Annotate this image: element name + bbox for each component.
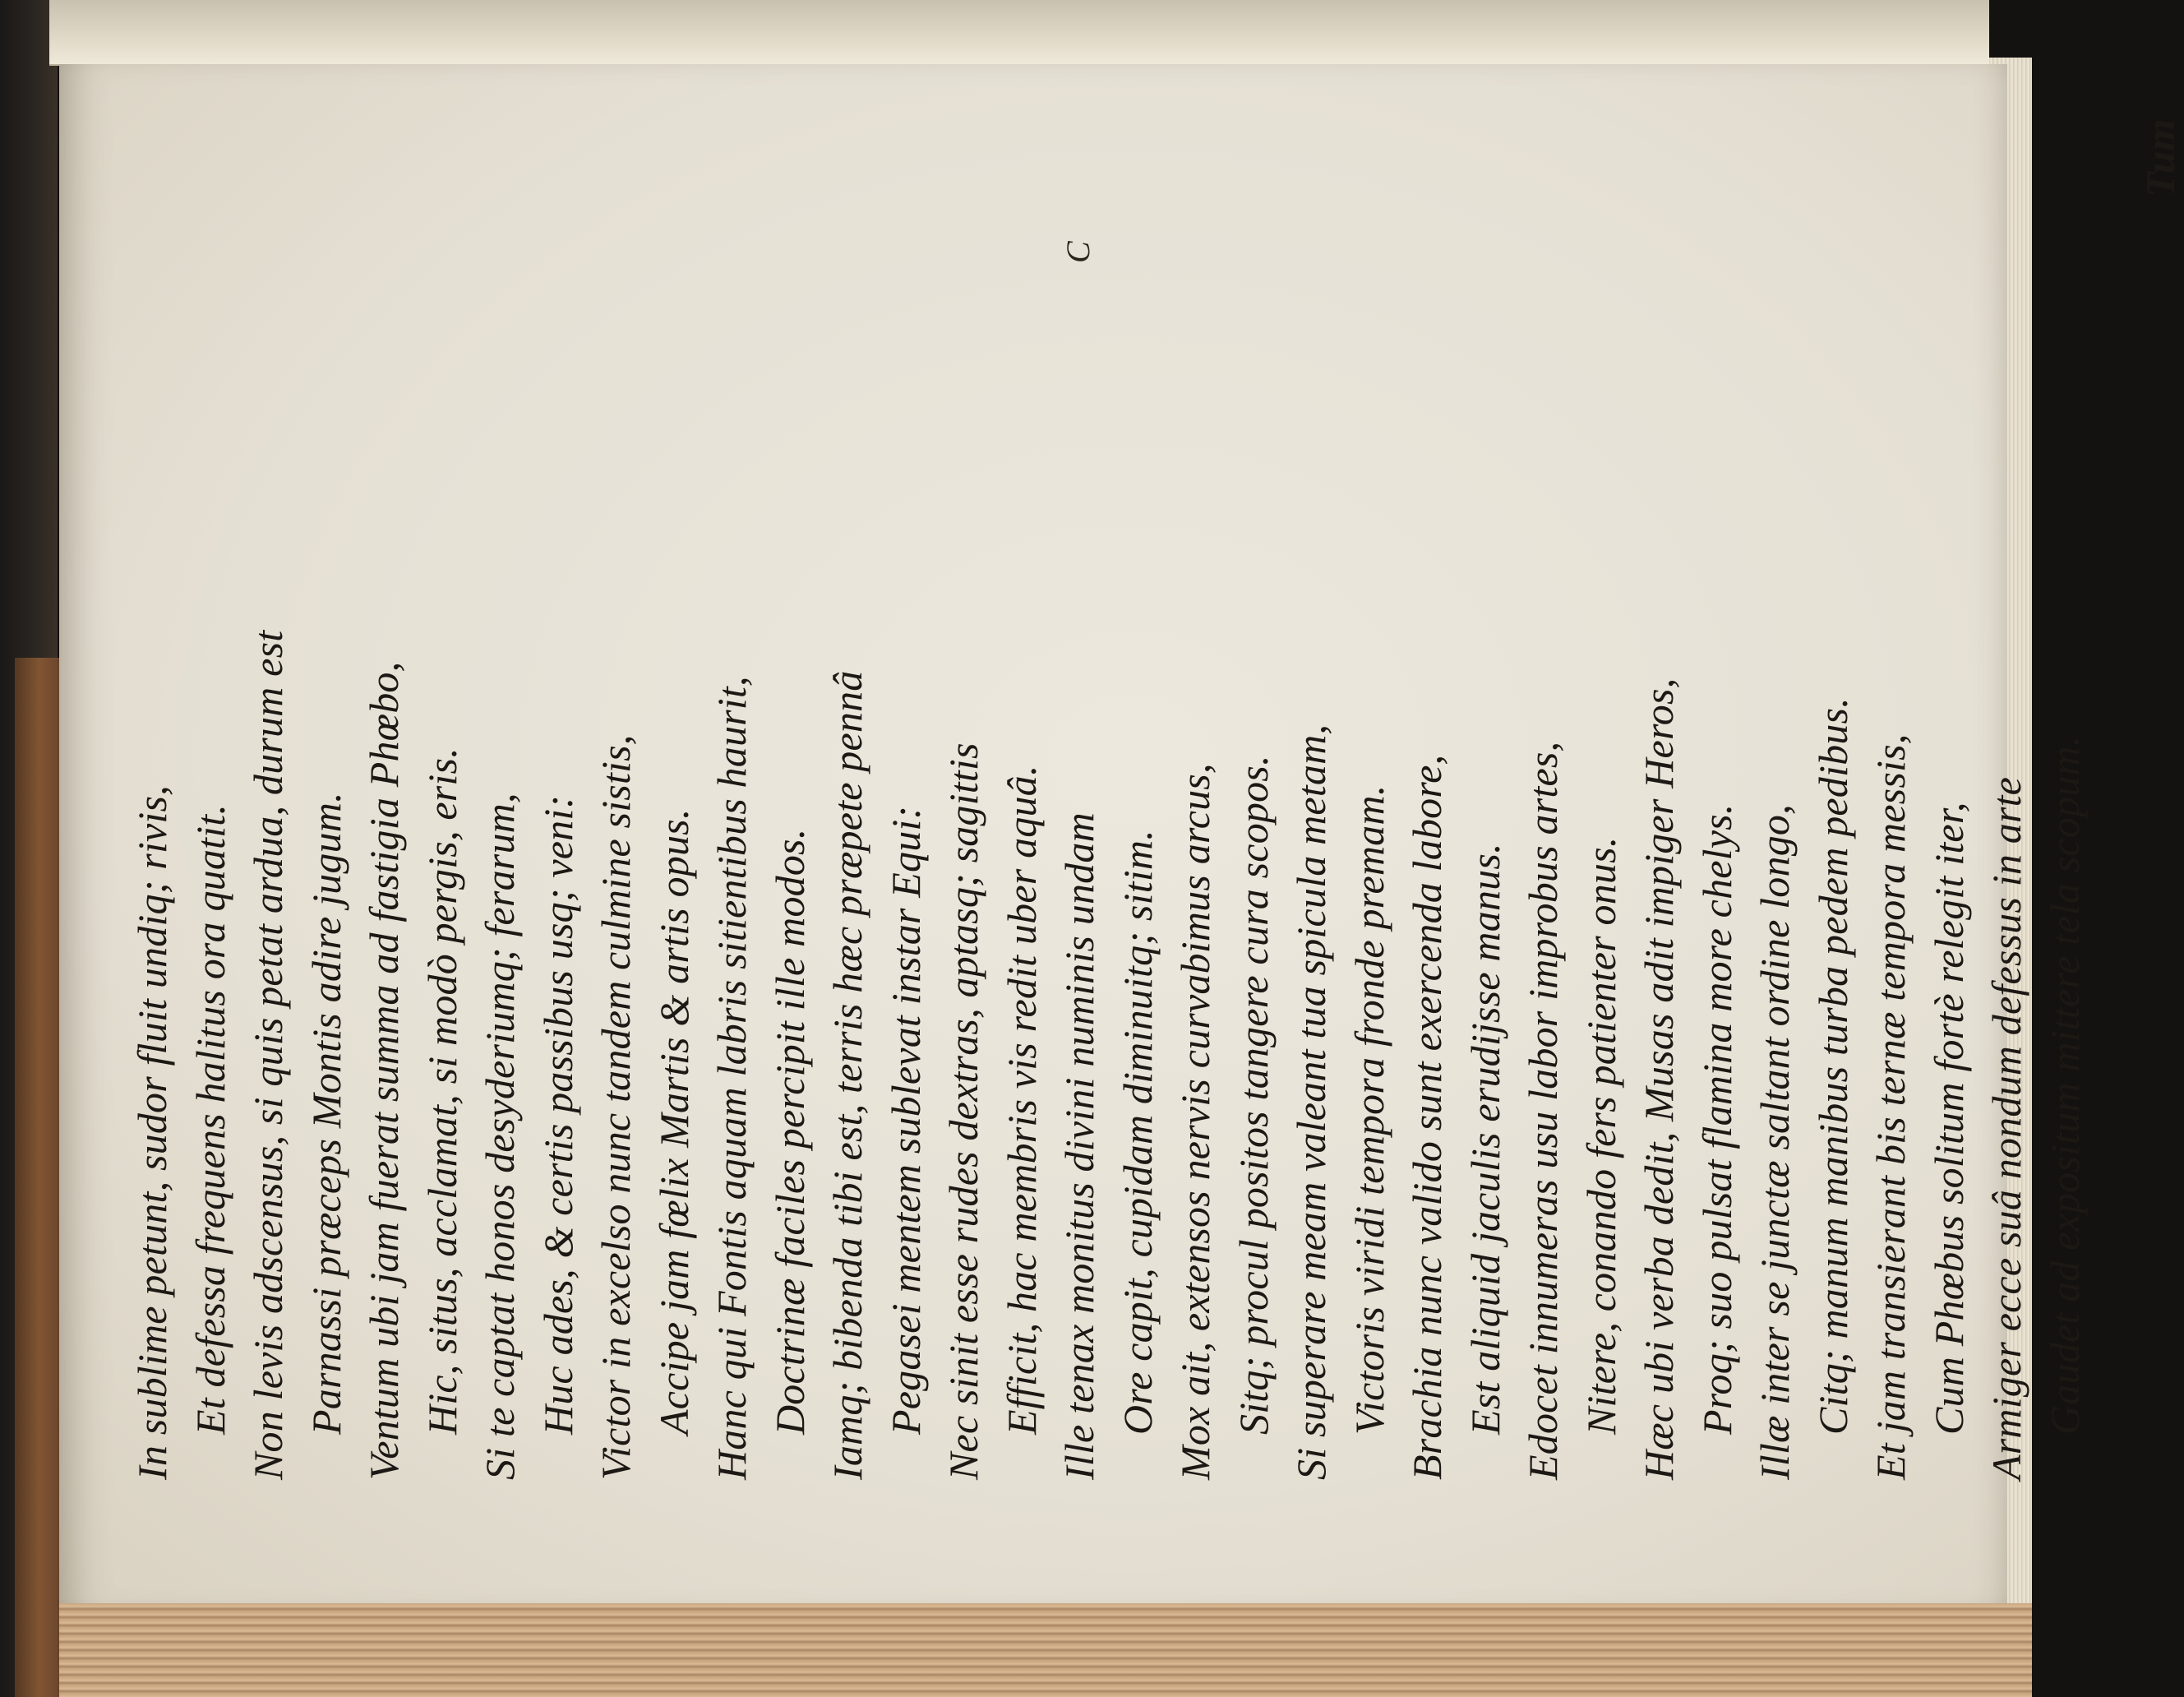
poem-line: Citq; manum manibus turba pedem pedibus.	[1809, 697, 1856, 1435]
poem-line: Gaudet ad expositum mittere tela scopum.	[2041, 735, 2088, 1435]
poem-line: Ore capit, cupidam diminuitq; sitim.	[1114, 830, 1161, 1435]
poem-line: Cum Phœbus solitum fortè relegit iter,	[1925, 802, 1972, 1435]
poem-line: Mox ait, extensos nervis curvabimus arcus,	[1172, 763, 1218, 1480]
poem-line: Parnassi præceps Montis adire jugum.	[302, 792, 349, 1435]
page-stack-bottom	[59, 1603, 2032, 1697]
poem-line: Nec sinit esse rudes dextras, aptasq; sagittis	[940, 742, 986, 1480]
poem-line: Illæ inter se junctæ saltant ordine longo,	[1752, 804, 1798, 1480]
poem-line: Proq; suo pulsat flamina more chelys.	[1693, 803, 1740, 1435]
poem-line: Et jam transierant bis ternæ tempora messis,	[1868, 733, 1914, 1480]
poem-line: Pegasei mentem sublevat instar Equi:	[882, 805, 929, 1435]
poem-line: Ventum ubi jam fuerat summa ad fastigia Phœbo,	[361, 661, 407, 1480]
marginal-mark: C	[1060, 241, 1097, 263]
poem-line: Hæc ubi verba dedit, Musas adit impiger Heros,	[1636, 677, 1682, 1480]
poem-line: Si te captat honos desyderiumq; ferarum,	[477, 793, 523, 1480]
poem-line: Armiger ecce suâ nondum defessus in arte	[1983, 776, 2029, 1480]
poem-line: Et defessa frequens halitus ora quatit.	[187, 803, 233, 1435]
poem-line: Sitq; procul positos tangere cura scopos.	[1230, 755, 1277, 1435]
poem-line: Non levis adscensus, si quis petat ardua, durum est	[245, 630, 291, 1480]
poem-line: Victor in excelso nunc tandem culmine sistis,	[593, 734, 639, 1480]
poem-line: Efficit, hac membris vis redit uber aquâ.	[998, 765, 1045, 1435]
poem-line: Edocet innumeras usu labor improbus artes,	[1520, 741, 1566, 1480]
poem-line: Iamq; bibenda tibi est, terris hæc præpete pennâ	[824, 670, 870, 1480]
poem-line: Est aliquid jaculis erudijsse manus.	[1461, 843, 1508, 1435]
poem-line: Hic, situs, acclamat, si modò pergis, eris.	[418, 747, 465, 1435]
binding-leather	[15, 658, 64, 1697]
poem-line: In sublime petunt, sudor fluit undiq; rivis,	[129, 785, 175, 1480]
poem-line: Victoris viridi tempora fronde premam.	[1346, 784, 1392, 1435]
poem-line: Accipe jam fœlix Martis & artis opus.	[650, 808, 697, 1435]
catchword: Tum	[2137, 118, 2184, 197]
poem-line: Huc ades, & certis passibus usq; veni:	[534, 794, 581, 1435]
poem-line: Ille tenax monitus divini numinis undam	[1056, 812, 1102, 1480]
poem-line: Doctrinæ faciles percipit ille modos.	[766, 828, 813, 1435]
poem-line: Si superare meam valeant tua spicula metam,	[1288, 724, 1334, 1480]
poem-line: Brachia nunc valido sunt exercenda labore,	[1404, 754, 1450, 1480]
poem-line: Hanc qui Fontis aquam labris sitientibus haurit,	[709, 676, 755, 1480]
poem-line: Nitere, conando fers patienter onus.	[1577, 836, 1624, 1435]
poem-text-block	[129, 16, 2184, 1480]
